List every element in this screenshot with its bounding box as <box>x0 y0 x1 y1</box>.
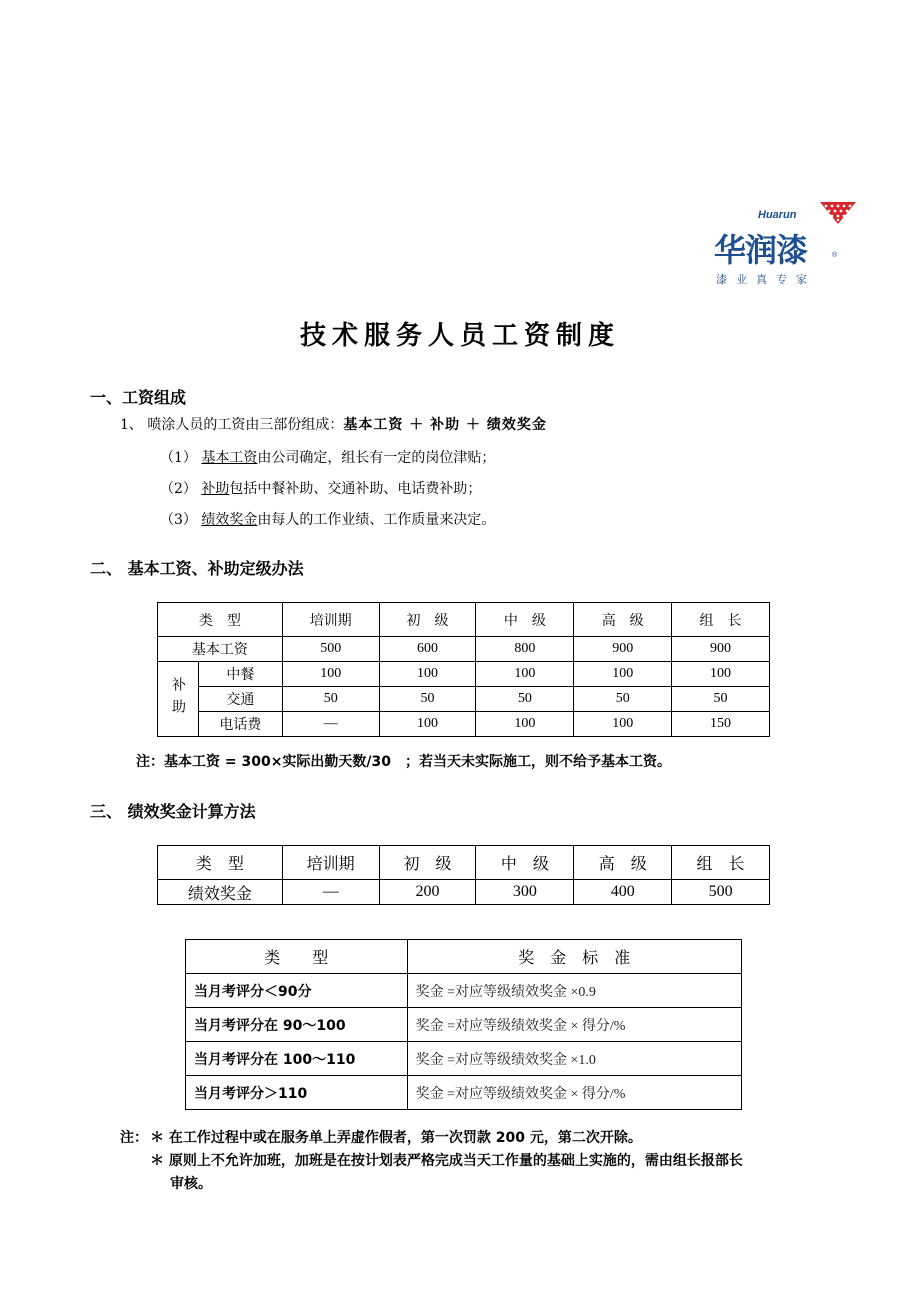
header-cell: 初 级 <box>379 603 476 637</box>
salary-formula: 基本工资 ＋ 补助 ＋ 绩效奖金 <box>343 417 547 433</box>
table-row <box>186 1076 742 1110</box>
item-description: 包括中餐补助、交通补助、电话费补助； <box>229 481 482 497</box>
item-description: 由每人的工作业绩、工作质量来决定。 <box>257 512 496 528</box>
item-description: 由公司确定，组长有一定的岗位津贴； <box>257 450 496 466</box>
header-cell: 高 级 <box>574 846 672 880</box>
table-header-row <box>158 603 770 637</box>
table-cell: 100 <box>574 662 672 687</box>
table-cell: — <box>282 880 379 905</box>
table-cell: 50 <box>672 687 770 712</box>
table-header-row <box>158 846 770 880</box>
logo-triangle-mark <box>820 202 856 224</box>
company-logo <box>712 200 857 290</box>
table-cell: 600 <box>379 637 476 662</box>
table-cell: 50 <box>476 687 574 712</box>
section1-item <box>160 478 481 498</box>
table-cell: 900 <box>574 637 672 662</box>
note-item-continuation: 审核。 <box>170 1176 212 1192</box>
header-cell: 类 型 <box>186 940 408 974</box>
note-item: ＊ 在工作过程中或在服务单上弄虚作假者，第一次罚款 200 元，第二次开除。 <box>150 1130 642 1146</box>
section1-intro <box>120 414 547 434</box>
header-cell: 高 级 <box>574 603 672 637</box>
header-cell: 初 级 <box>379 846 476 880</box>
table-row <box>186 974 742 1008</box>
rule-cell: 奖金 =对应等级绩效奖金 ×0.9 <box>407 974 741 1008</box>
subsidy-group-label: 补助 <box>158 662 199 737</box>
condition-cell: 当月考评分在 100～110 <box>186 1042 408 1076</box>
row-label: 电话费 <box>198 712 282 737</box>
row-label: 绩效奖金 <box>158 880 283 905</box>
header-cell: 类 型 <box>158 846 283 880</box>
rule-cell: 奖金 =对应等级绩效奖金 × 得分/% <box>407 1008 741 1042</box>
header-cell: 类 型 <box>158 603 283 637</box>
table-cell: 300 <box>476 880 574 905</box>
table-cell: 200 <box>379 880 476 905</box>
section2-heading: 二、 基本工资、补助定级办法 <box>90 559 304 578</box>
item-number: （1） <box>160 450 197 466</box>
table-cell: 100 <box>476 712 574 737</box>
rule-cell: 奖金 =对应等级绩效奖金 × 得分/% <box>407 1076 741 1110</box>
table-row <box>158 712 770 737</box>
table-cell: 400 <box>574 880 672 905</box>
rule-cell: 奖金 =对应等级绩效奖金 ×1.0 <box>407 1042 741 1076</box>
header-cell: 培训期 <box>282 846 379 880</box>
header-cell: 组 长 <box>672 846 770 880</box>
section1-heading: 一、工资组成 <box>90 388 187 407</box>
condition-cell: 当月考评分＜90分 <box>186 974 408 1008</box>
row-label: 中餐 <box>198 662 282 687</box>
item-term: 基本工资 <box>201 450 258 466</box>
table-header-row <box>186 940 742 974</box>
table-cell: 100 <box>379 712 476 737</box>
bonus-grade-table <box>157 845 770 905</box>
table-cell: 50 <box>379 687 476 712</box>
table-cell: 100 <box>282 662 379 687</box>
item-number: （2） <box>160 481 197 497</box>
logo-brand-cn: 华润漆 <box>714 231 808 269</box>
logo-brand-en: Huarun <box>758 209 797 221</box>
table-row <box>158 637 770 662</box>
table-cell: 100 <box>379 662 476 687</box>
bonus-standard-table <box>185 939 742 1110</box>
table-row <box>158 687 770 712</box>
table-row <box>186 1042 742 1076</box>
table-row <box>186 1008 742 1042</box>
header-cell: 培训期 <box>282 603 379 637</box>
table-cell: 50 <box>574 687 672 712</box>
document-title: 技术服务人员工资制度 <box>299 321 620 351</box>
table-cell: 500 <box>672 880 770 905</box>
table-cell: 50 <box>282 687 379 712</box>
item-term: 补助 <box>201 481 230 497</box>
item-number: （3） <box>160 512 197 528</box>
table-cell: — <box>282 712 379 737</box>
section1-item <box>160 509 495 529</box>
table-cell: 100 <box>672 662 770 687</box>
table-cell: 800 <box>476 637 574 662</box>
item-term: 绩效奖金 <box>201 512 258 528</box>
condition-cell: 当月考评分＞110 <box>186 1076 408 1110</box>
table-cell: 900 <box>672 637 770 662</box>
section3-heading: 三、 绩效奖金计算方法 <box>90 802 256 821</box>
row-label: 交通 <box>198 687 282 712</box>
salary-grade-table <box>157 602 770 737</box>
header-cell: 奖 金 标 准 <box>407 940 741 974</box>
header-cell: 组 长 <box>672 603 770 637</box>
table-cell: 100 <box>476 662 574 687</box>
header-cell: 中 级 <box>476 846 574 880</box>
condition-cell: 当月考评分在 90～100 <box>186 1008 408 1042</box>
table-cell: 500 <box>282 637 379 662</box>
salary-note: 注：基本工资 = 300×实际出勤天数/30 ；若当天未实际施工，则不给予基本工资。 <box>136 754 672 770</box>
section1-item <box>160 447 495 467</box>
logo-slogan: 漆业真专家 <box>716 273 816 286</box>
table-row <box>158 662 770 687</box>
table-row <box>158 880 770 905</box>
logo-registered-mark: ® <box>832 252 838 259</box>
header-cell: 中 级 <box>476 603 574 637</box>
note-item: ＊ 原则上不允许加班，加班是在按计划表严格完成当天工作量的基础上实施的，需由组长报部长 <box>150 1153 743 1169</box>
table-cell: 100 <box>574 712 672 737</box>
notes-prefix: 注： <box>120 1130 148 1146</box>
table-cell: 150 <box>672 712 770 737</box>
intro-text: 1、 喷涂人员的工资由三部份组成： <box>120 417 344 433</box>
row-label: 基本工资 <box>158 637 283 662</box>
